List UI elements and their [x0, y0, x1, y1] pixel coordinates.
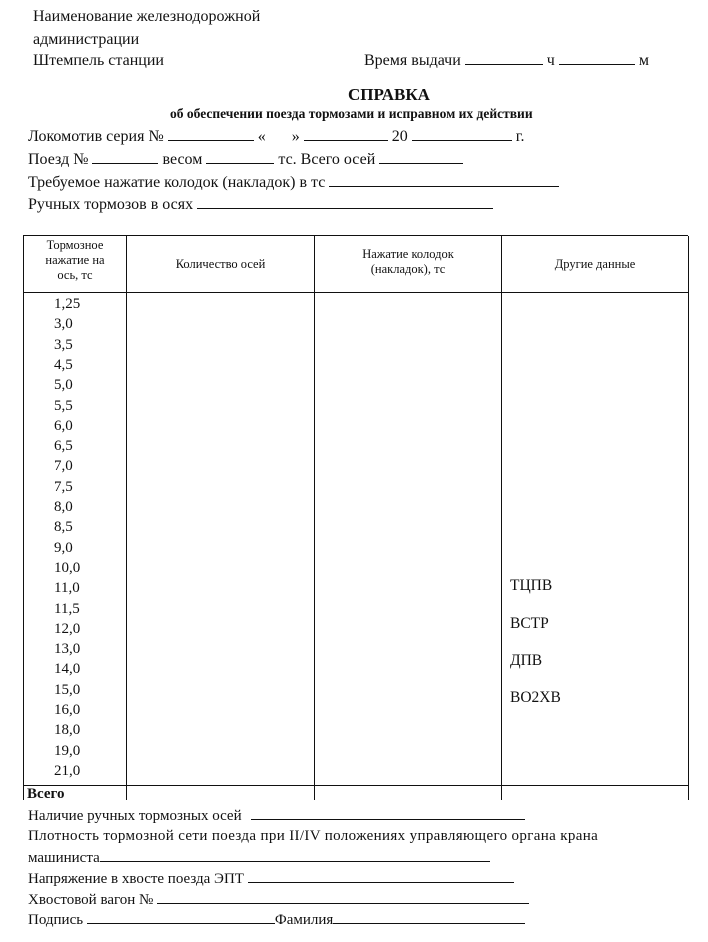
pressure-row-value: 12,0 [54, 620, 81, 637]
header-other-data: Другие данные [554, 257, 636, 271]
other-data-tcpv: ТЦПВ [510, 577, 553, 594]
signature-blank [87, 910, 275, 924]
pressure-row-value: 5,5 [54, 397, 73, 414]
voltage-blank [248, 869, 514, 883]
header-axle-count: Количество осей [175, 257, 266, 271]
hours-blank [465, 51, 543, 65]
pressure-row-value: 6,0 [54, 417, 73, 434]
train-no-label: Поезд № [28, 151, 89, 168]
pressure-row-value: 3,0 [54, 316, 73, 333]
header-brake-pressure: Тормозное нажатие на ось, тс [45, 238, 105, 282]
voltage-field [28, 869, 514, 888]
pressure-row-value: 1,25 [54, 296, 81, 312]
required-pressure-field [28, 173, 559, 192]
quote-open: « [257, 128, 266, 145]
minutes-label: м [638, 52, 649, 69]
table-top-border [23, 235, 688, 236]
pressure-row-value: 8,5 [54, 519, 73, 536]
month-blank [304, 127, 388, 141]
density-line1: Плотность тормозной сети поезда при II/IV положениях управляющего органа крана [28, 828, 599, 844]
table-total-border [23, 785, 688, 786]
hours-label: ч [546, 52, 555, 69]
table-col-line-0 [23, 236, 24, 800]
pressure-row-value: 7,0 [54, 458, 73, 475]
pressure-row-value: 13,0 [54, 641, 81, 658]
train-field [28, 150, 463, 169]
table-col-line-2 [314, 236, 315, 800]
locomotive-field [28, 127, 524, 146]
train-no-blank [92, 150, 158, 164]
density-line2: машиниста [28, 850, 100, 866]
year-prefix: 20 [391, 128, 408, 145]
tail-car-blank [157, 890, 529, 904]
pressure-row-value: 18,0 [54, 722, 81, 739]
admin-name-line2: администрации [33, 31, 140, 48]
voltage-label: Напряжение в хвосте поезда ЭПТ [28, 871, 244, 887]
density-field [28, 848, 490, 867]
document-title: СПРАВКА [348, 85, 430, 104]
locomotive-label: Локомотив серия № [28, 128, 164, 145]
other-data-dpv: ДПВ [510, 652, 543, 669]
issue-time-field [364, 51, 649, 70]
table-header-border [23, 292, 688, 293]
hand-axles-label: Наличие ручных тормозных осей [28, 808, 242, 824]
axles-total-blank [379, 150, 463, 164]
signature-label: Подпись [28, 912, 84, 928]
axles-total-label: тс. Всего осей [278, 151, 376, 168]
other-data-vo2hv: ВО2ХВ [510, 689, 561, 706]
hand-brakes-label: Ручных тормозов в осях [28, 196, 194, 213]
issue-time-label: Время выдачи [364, 52, 461, 69]
pressure-row-value: 14,0 [54, 661, 81, 678]
hand-brakes-blank [197, 195, 493, 209]
pressure-row-value: 10,0 [54, 559, 81, 576]
pressure-row-value: 8,0 [54, 499, 73, 515]
signature-field [28, 910, 525, 929]
table-col-line-3 [501, 236, 502, 800]
pressure-row-value: 6,5 [54, 438, 73, 455]
locomotive-blank [168, 127, 254, 141]
pressure-row-value: 15,0 [54, 681, 81, 698]
pressure-row-value: 19,0 [54, 742, 81, 759]
hand-brakes-field [28, 195, 493, 214]
density-blank [100, 848, 490, 862]
weight-blank [206, 150, 274, 164]
pressure-row-value: 9,0 [54, 539, 73, 556]
pressure-row-value: 3,5 [54, 336, 73, 353]
header-block-pressure: Нажатие колодок (накладок), тс [362, 247, 454, 276]
pressure-row-value: 11,5 [54, 600, 80, 617]
other-data-vstr: ВСТР [510, 615, 549, 632]
station-stamp-label: Штемпель станции [33, 52, 164, 69]
tail-car-label: Хвостовой вагон № [28, 892, 154, 908]
required-pressure-label: Требуемое нажатие колодок (накладок) в тс [28, 174, 326, 191]
table-col-line-4 [688, 236, 689, 800]
tail-car-field [28, 890, 529, 909]
pressure-row-value: 7,5 [54, 478, 73, 495]
admin-name-line1: Наименование железнодорожной [33, 8, 261, 25]
pressure-row-value: 4,5 [54, 356, 73, 373]
table-col-line-1 [126, 236, 127, 800]
minutes-blank [559, 51, 635, 65]
surname-blank [333, 910, 525, 924]
pressure-row-value: 16,0 [54, 702, 81, 718]
year-blank [412, 127, 512, 141]
weight-label: весом [162, 151, 203, 168]
required-pressure-blank [329, 173, 559, 187]
pressure-row-value: 21,0 [54, 762, 81, 779]
year-suffix: г. [515, 128, 525, 145]
hand-axles-blank [251, 806, 525, 820]
surname-label: Фамилия [274, 912, 334, 928]
table-total-label: Всего [27, 786, 65, 802]
pressure-row-value: 5,0 [54, 377, 73, 394]
hand-axles-field [28, 806, 525, 825]
pressure-row-value: 11,0 [54, 580, 80, 597]
quote-close: » [291, 128, 300, 145]
document-subtitle: об обеспечении поезда тормозами и исправном их действии [170, 106, 533, 121]
